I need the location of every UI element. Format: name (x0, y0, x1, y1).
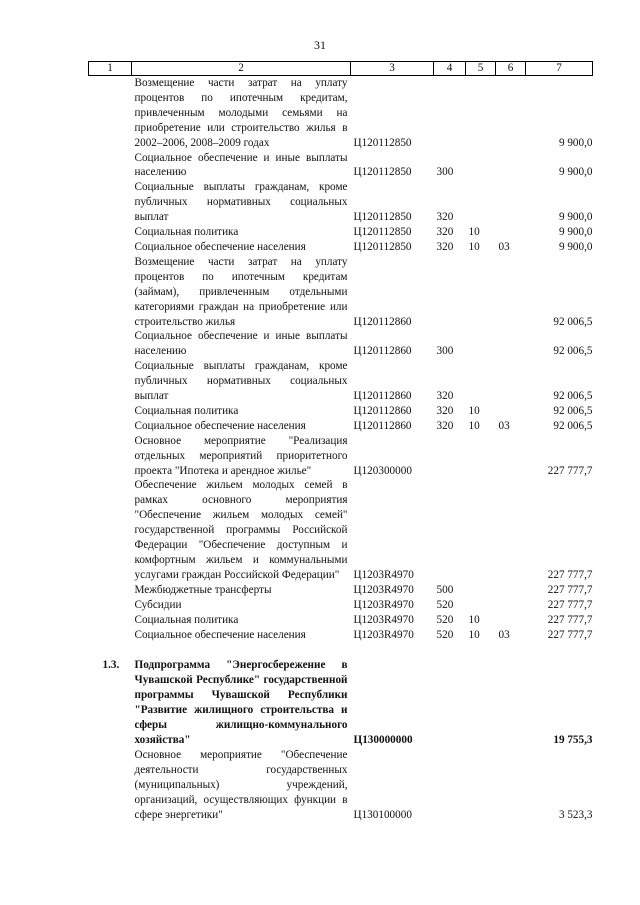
amount: 9 900,0 (558, 136, 593, 149)
section: 10 (468, 613, 480, 626)
target-code: Ц1203R4970 (353, 598, 414, 611)
table-row (89, 598, 593, 613)
section (466, 748, 496, 823)
header-row (89, 62, 593, 76)
table-row (89, 748, 593, 823)
table-row (89, 434, 593, 479)
row-number (89, 613, 132, 628)
header-cell: 1 (89, 62, 132, 76)
header-cell: 4 (434, 62, 466, 76)
row-number (89, 151, 132, 181)
subsection (496, 598, 526, 613)
subsection (496, 180, 526, 225)
subsection: 03 (498, 419, 510, 432)
expense-type (434, 478, 466, 582)
page-number: 31 (314, 38, 326, 52)
target-code: Ц120112850 (353, 211, 412, 224)
row-name: Основное мероприятие "Реализация отдельных мероприятий приоритетного проекта "Ипотека и арендное жилье" (134, 434, 348, 477)
target-code: Ц130100000 (353, 808, 412, 821)
target-code: Ц120112860 (353, 315, 412, 328)
table-row (89, 180, 593, 225)
header-cell: 7 (526, 62, 593, 76)
table-row (89, 404, 593, 419)
table-row (89, 658, 593, 747)
row-number (89, 225, 132, 240)
section (466, 329, 496, 359)
expense-type (434, 255, 466, 330)
header-cell: 6 (496, 62, 526, 76)
expense-type (434, 658, 466, 747)
row-name: Социальное обеспечение населения (134, 240, 306, 253)
target-code: Ц1203R4970 (353, 613, 414, 626)
budget-table (88, 61, 593, 822)
target-code: Ц120112850 (353, 240, 412, 253)
row-number (89, 598, 132, 613)
row-number (89, 404, 132, 419)
row-number (89, 255, 132, 330)
expense-type: 500 (436, 583, 454, 596)
row-number: 1.3. (102, 659, 120, 672)
amount: 227 777,7 (547, 598, 593, 611)
expense-type: 300 (436, 345, 454, 358)
table-row (89, 583, 593, 598)
section (466, 151, 496, 181)
amount: 92 006,5 (553, 315, 593, 328)
table-row (89, 419, 593, 434)
subsection (496, 225, 526, 240)
target-code: Ц120112850 (353, 166, 412, 179)
expense-type (434, 434, 466, 479)
row-name: Социальное обеспечение населения (134, 419, 306, 432)
section: 10 (468, 226, 480, 239)
target-code: Ц120300000 (353, 464, 412, 477)
section (466, 434, 496, 479)
amount: 92 006,5 (553, 345, 593, 358)
target-code: Ц130000000 (353, 733, 413, 746)
section (466, 598, 496, 613)
section: 10 (468, 240, 480, 253)
expense-type (434, 748, 466, 823)
row-number (89, 628, 132, 643)
table-row (89, 628, 593, 643)
row-number (89, 748, 132, 823)
table-row (89, 225, 593, 240)
section: 10 (468, 404, 480, 417)
spacer-row (89, 642, 593, 658)
section: 10 (468, 419, 480, 432)
row-name: Социальные выплаты гражданам, кроме публичных нормативных социальных выплат (134, 181, 348, 224)
row-number (89, 478, 132, 582)
expense-type: 520 (436, 628, 454, 641)
row-name: Возмещение части затрат на уплату процентов по ипотечным кредитам (займам), привлеченным отдельными категориями граждан на приобретение или строительство жилья (134, 255, 348, 328)
header-cell: 2 (132, 62, 351, 76)
row-number (89, 76, 132, 151)
amount: 92 006,5 (553, 404, 593, 417)
row-name: Возмещение части затрат на уплату процентов по ипотечным кредитам, привлеченным молодыми семьями на приобретение или строительство жилья в 2002–2006, 2008–2009 годах (134, 77, 348, 149)
expense-type: 520 (436, 598, 454, 611)
row-number (89, 329, 132, 359)
expense-type: 320 (436, 226, 454, 239)
subsection (496, 748, 526, 823)
row-name: Социальные выплаты гражданам, кроме публичных нормативных социальных выплат (134, 360, 348, 403)
target-code: Ц1203R4970 (353, 628, 414, 641)
expense-type: 320 (436, 419, 454, 432)
table-row (89, 478, 593, 582)
subsection (496, 76, 526, 151)
section (466, 583, 496, 598)
subsection (496, 613, 526, 628)
subsection (496, 434, 526, 479)
amount: 92 006,5 (553, 390, 593, 403)
subsection (496, 329, 526, 359)
header-cell: 3 (351, 62, 434, 76)
table-row (89, 359, 593, 404)
table-row (89, 613, 593, 628)
row-name: Социальное обеспечение населения (134, 628, 306, 641)
row-number (89, 240, 132, 255)
section (466, 255, 496, 330)
subsection (496, 658, 526, 747)
expense-type: 320 (436, 211, 454, 224)
expense-type: 320 (436, 390, 454, 403)
subsection (496, 151, 526, 181)
target-code: Ц120112860 (353, 390, 412, 403)
section (466, 658, 496, 747)
section (466, 359, 496, 404)
expense-type: 320 (436, 240, 454, 253)
row-name: Обеспечение жильем молодых семей в рамках основного мероприятия "Обеспечение жильем молодых семей" государственной программы Российской Федерации "Обеспечение доступным и комфортным жильем и коммунальными услугами граждан Российской Федерации" (134, 479, 348, 581)
section: 10 (468, 628, 480, 641)
amount: 3 523,3 (558, 808, 593, 821)
target-code: Ц120112860 (353, 345, 412, 358)
row-name: Межбюджетные трансферты (134, 583, 272, 596)
section (466, 76, 496, 151)
amount: 9 900,0 (558, 211, 593, 224)
row-number (89, 583, 132, 598)
subsection (496, 404, 526, 419)
amount: 92 006,5 (553, 419, 593, 432)
amount: 9 900,0 (558, 226, 593, 239)
amount: 227 777,7 (547, 613, 593, 626)
amount: 9 900,0 (558, 240, 593, 253)
section (466, 180, 496, 225)
row-name: Основное мероприятие "Обеспечение деятельности государственных (муниципальных) учреждений, организаций, осуществляющих функции в сфере энергетики" (134, 748, 348, 821)
amount: 227 777,7 (547, 464, 593, 477)
table-row (89, 76, 593, 151)
subsection (496, 583, 526, 598)
target-code: Ц120112860 (353, 419, 412, 432)
target-code: Ц1203R4970 (353, 583, 414, 596)
expense-type: 320 (436, 404, 454, 417)
amount: 19 755,3 (553, 733, 593, 746)
header-cell: 5 (466, 62, 496, 76)
expense-type: 520 (436, 613, 454, 626)
amount: 227 777,7 (547, 628, 593, 641)
row-name: Социальное обеспечение и иные выплаты населению (134, 330, 348, 358)
target-code: Ц120112850 (353, 226, 412, 239)
row-name: Субсидии (134, 598, 182, 611)
spacer-cell (89, 642, 593, 658)
row-name: Социальная политика (134, 613, 239, 626)
row-number (89, 180, 132, 225)
row-number (89, 434, 132, 479)
row-name: Подпрограмма "Энергосбережение в Чувашской Республике" государственной программы Чувашской Республики "Развитие жилищного строительства и сферы жилищно-коммунального хозяйства" (134, 659, 348, 746)
table-row (89, 151, 593, 181)
amount: 227 777,7 (547, 568, 593, 581)
target-code: Ц120112860 (353, 404, 412, 417)
subsection (496, 478, 526, 582)
row-name: Социальная политика (134, 226, 239, 239)
row-name: Социальное обеспечение и иные выплаты населению (134, 151, 348, 179)
subsection: 03 (498, 628, 510, 641)
row-name: Социальная политика (134, 404, 239, 417)
table-row (89, 329, 593, 359)
expense-type: 300 (436, 166, 454, 179)
row-number (89, 419, 132, 434)
subsection (496, 359, 526, 404)
subsection: 03 (498, 240, 510, 253)
amount: 227 777,7 (547, 583, 593, 596)
table-row (89, 255, 593, 330)
amount: 9 900,0 (558, 166, 593, 179)
expense-type (434, 76, 466, 151)
section (466, 478, 496, 582)
row-number (89, 359, 132, 404)
target-code: Ц120112850 (353, 136, 412, 149)
target-code: Ц1203R4970 (353, 568, 414, 581)
subsection (496, 255, 526, 330)
table-row (89, 240, 593, 255)
